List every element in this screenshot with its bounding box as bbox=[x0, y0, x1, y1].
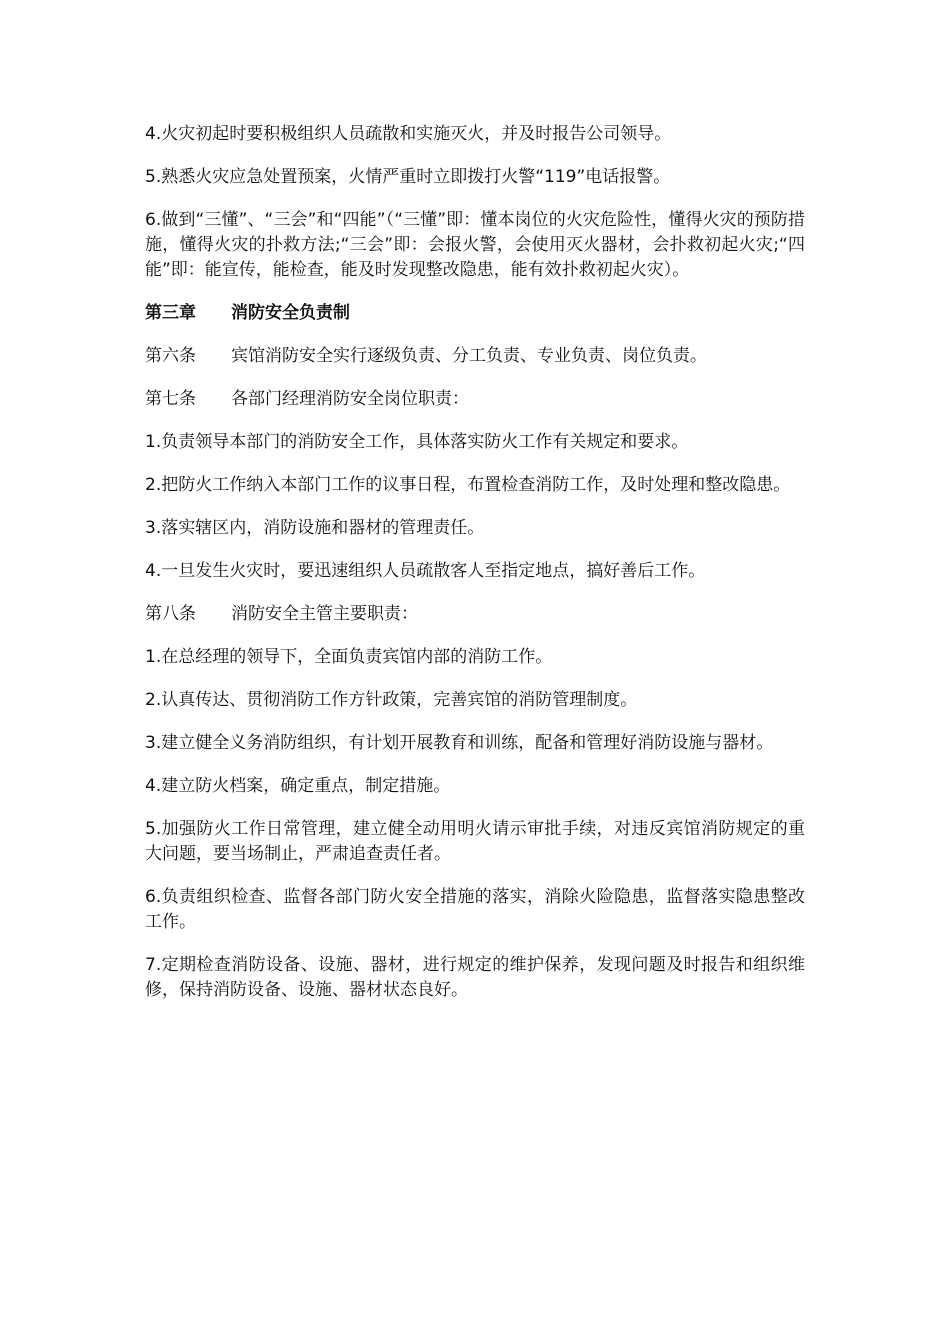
article-8-number: 第八条 bbox=[145, 604, 196, 624]
article-8 bbox=[145, 602, 805, 627]
article-8-item-4: 4.建立防火档案，确定重点，制定措施。 bbox=[145, 776, 451, 796]
paragraph-item-5: 5.熟悉火灾应急处置预案，火情严重时立即拨打火警“119”电话报警。 bbox=[145, 167, 671, 187]
article-7-number: 第七条 bbox=[145, 389, 196, 409]
article-6-text: 宾馆消防安全实行逐级负责、分工负责、专业负责、岗位负责。 bbox=[231, 346, 707, 366]
article-8-item-7: 7.定期检查消防设备、设施、器材，进行规定的维护保养，发现问题及时报告和组织维修，保持消防设备、设施、器材状态良好。 bbox=[145, 955, 805, 1000]
article-8-item-2: 2.认真传达、贯彻消防工作方针政策，完善宾馆的消防管理制度。 bbox=[145, 690, 638, 710]
article-8-item-5: 5.加强防火工作日常管理，建立健全动用明火请示审批手续，对违反宾馆消防规定的重大问题，要当场制止，严肃追查责任者。 bbox=[145, 819, 805, 864]
paragraph-item-4: 4.火灾初起时要积极组织人员疏散和实施灭火，并及时报告公司领导。 bbox=[145, 124, 672, 144]
article-7-item-4: 4.一旦发生火灾时，要迅速组织人员疏散客人至指定地点，搞好善后工作。 bbox=[145, 561, 706, 581]
article-7-item-2: 2.把防火工作纳入本部门工作的议事日程，布置检查消防工作，及时处理和整改隐患。 bbox=[145, 475, 791, 495]
chapter-number: 第三章 bbox=[145, 303, 196, 323]
article-7 bbox=[145, 387, 805, 412]
article-8-item-6: 6.负责组织检查、监督各部门防火安全措施的落实，消除火险隐患，监督落实隐患整改工作。 bbox=[145, 887, 805, 932]
article-7-item-1: 1.负责领导本部门的消防安全工作，具体落实防火工作有关规定和要求。 bbox=[145, 432, 689, 452]
chapter-title: 消防安全负责制 bbox=[231, 303, 350, 323]
article-7-item-3: 3.落实辖区内，消防设施和器材的管理责任。 bbox=[145, 518, 485, 538]
article-8-item-1: 1.在总经理的领导下，全面负责宾馆内部的消防工作。 bbox=[145, 647, 553, 667]
document-body bbox=[145, 122, 805, 1021]
article-6 bbox=[145, 344, 805, 369]
article-8-text: 消防安全主管主要职责： bbox=[231, 604, 418, 624]
article-7-text: 各部门经理消防安全岗位职责： bbox=[231, 389, 469, 409]
paragraph-item-6: 6.做到“三懂”、“三会”和“四能”（“三懂”即：懂本岗位的火灾危险性，懂得火灾的预防措施，懂得火灾的扑救方法;“三会”即：会报火警，会使用灭火器材，会扑救初起火灾;“四能”即：能宣传，能检查，能及时发现整改隐患，能有效扑救初起火灾）。 bbox=[145, 210, 805, 280]
article-6-number: 第六条 bbox=[145, 346, 196, 366]
chapter-heading bbox=[145, 301, 805, 326]
article-8-item-3: 3.建立健全义务消防组织，有计划开展教育和训练，配备和管理好消防设施与器材。 bbox=[145, 733, 774, 753]
